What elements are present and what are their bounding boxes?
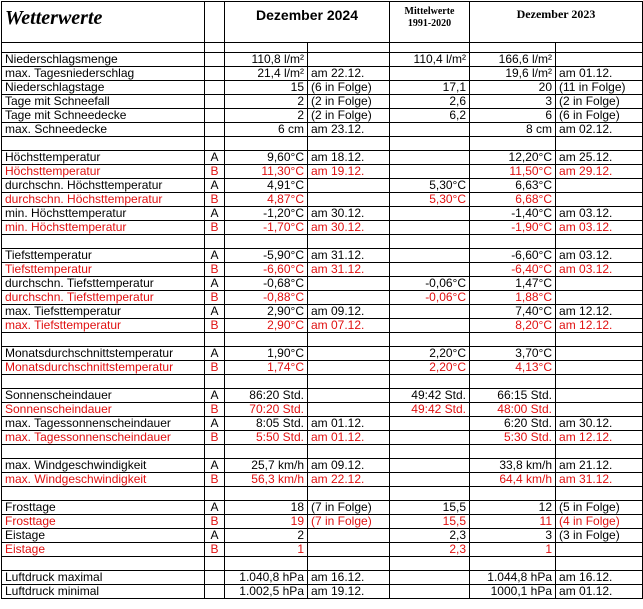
value-2024: 15 — [225, 81, 308, 95]
note-2023: am 02.12. — [556, 123, 643, 137]
mean-value: -0,06°C — [390, 291, 470, 305]
row-label: Höchsttemperatur — [2, 151, 205, 165]
station-marker — [205, 571, 225, 585]
note-2023: am 01.12. — [556, 67, 643, 81]
value-2024: 2,90°C — [225, 319, 308, 333]
mean-value: 110,4 l/m² — [390, 53, 470, 67]
table-row — [2, 305, 643, 319]
note-2024 — [308, 347, 390, 361]
note-2023 — [556, 361, 643, 375]
value-2023: 20 — [470, 81, 556, 95]
value-2023: 4,13°C — [470, 361, 556, 375]
station-marker: B — [205, 403, 225, 417]
spacer-row — [2, 333, 643, 347]
table-row — [2, 249, 643, 263]
row-label: min. Höchsttemperatur — [2, 207, 205, 221]
note-2023: (6 in Folge) — [556, 109, 643, 123]
note-2024 — [308, 529, 390, 543]
header-mean: Mittelwerte 1991-2020 — [390, 2, 470, 43]
value-2023: 6:20 Std. — [470, 417, 556, 431]
note-2023: am 03.12. — [556, 207, 643, 221]
value-2023: 3,70°C — [470, 347, 556, 361]
row-label: Monatsdurchschnittstemperatur — [2, 347, 205, 361]
value-2024: 18 — [225, 501, 308, 515]
note-2024 — [308, 389, 390, 403]
station-marker: A — [205, 305, 225, 319]
station-marker — [205, 81, 225, 95]
mean-value: 2,3 — [390, 543, 470, 557]
note-2024: am 09.12. — [308, 305, 390, 319]
table-row — [2, 403, 643, 417]
row-label: Eistage — [2, 543, 205, 557]
station-marker: A — [205, 179, 225, 193]
value-2023: 6,63°C — [470, 179, 556, 193]
station-marker: B — [205, 193, 225, 207]
note-2023 — [556, 403, 643, 417]
value-2023: 1,47°C — [470, 277, 556, 291]
note-2023 — [556, 543, 643, 557]
note-2024 — [308, 53, 390, 67]
note-2024: (7 in Folge) — [308, 515, 390, 529]
note-2024: am 31.12. — [308, 263, 390, 277]
note-2023: am 12.12. — [556, 431, 643, 445]
spacer-row — [2, 137, 643, 151]
mean-value — [390, 207, 470, 221]
mean-value — [390, 67, 470, 81]
row-label: Luftdruck maximal — [2, 571, 205, 585]
table-row — [2, 319, 643, 333]
note-2023: am 25.12. — [556, 151, 643, 165]
value-2024: 1,74°C — [225, 361, 308, 375]
spacer-row — [2, 43, 643, 53]
value-2024: 8:05 Std. — [225, 417, 308, 431]
row-label: Niederschlagsmenge — [2, 53, 205, 67]
table-row — [2, 95, 643, 109]
note-2023: am 21.12. — [556, 459, 643, 473]
mean-value: 15,5 — [390, 515, 470, 529]
mean-value: 49:42 Std. — [390, 403, 470, 417]
value-2024: -1,20°C — [225, 207, 308, 221]
note-2024: (2 in Folge) — [308, 109, 390, 123]
value-2024: 25,7 km/h — [225, 459, 308, 473]
note-2023: am 03.12. — [556, 263, 643, 277]
station-marker — [205, 585, 225, 599]
note-2023: (3 in Folge) — [556, 529, 643, 543]
value-2023: 33,8 km/h — [470, 459, 556, 473]
table-row — [2, 361, 643, 375]
spacer-row — [2, 375, 643, 389]
value-2024: 19 — [225, 515, 308, 529]
note-2023: am 12.12. — [556, 319, 643, 333]
row-label: max. Tagessonnenscheindauer — [2, 431, 205, 445]
sunshine-section — [2, 389, 643, 445]
row-label: max. Tagesniederschlag — [2, 67, 205, 81]
value-2023: 12,20°C — [470, 151, 556, 165]
note-2023 — [556, 53, 643, 67]
value-2024: -5,90°C — [225, 249, 308, 263]
row-label: Eistage — [2, 529, 205, 543]
table-row — [2, 389, 643, 403]
row-label: Niederschlagstage — [2, 81, 205, 95]
value-2023: 6 — [470, 109, 556, 123]
value-2023: 11,50°C — [470, 165, 556, 179]
note-2023: am 03.12. — [556, 221, 643, 235]
note-2023: am 31.12. — [556, 473, 643, 487]
value-2023: 3 — [470, 529, 556, 543]
value-2024: 2 — [225, 109, 308, 123]
station-marker: B — [205, 263, 225, 277]
note-2024 — [308, 277, 390, 291]
note-2024 — [308, 543, 390, 557]
spacer-row — [2, 445, 643, 459]
note-2024: am 18.12. — [308, 151, 390, 165]
mean-value: 49:42 Std. — [390, 389, 470, 403]
row-label: Tage mit Schneefall — [2, 95, 205, 109]
table-row — [2, 459, 643, 473]
row-label: max. Schneedecke — [2, 123, 205, 137]
value-2024: 4,87°C — [225, 193, 308, 207]
row-label: Höchsttemperatur — [2, 165, 205, 179]
station-marker: A — [205, 501, 225, 515]
spacer-row — [2, 235, 643, 249]
wind-section — [2, 459, 643, 487]
note-2023 — [556, 193, 643, 207]
row-label: max. Windgeschwindigkeit — [2, 473, 205, 487]
mean-value — [390, 417, 470, 431]
value-2024: 70:20 Std. — [225, 403, 308, 417]
mean-value: 2,20°C — [390, 347, 470, 361]
station-marker: A — [205, 151, 225, 165]
table-row — [2, 207, 643, 221]
note-2024 — [308, 403, 390, 417]
station-marker: A — [205, 417, 225, 431]
row-label: max. Tiefsttemperatur — [2, 305, 205, 319]
note-2023 — [556, 179, 643, 193]
note-2023: (2 in Folge) — [556, 95, 643, 109]
table-row — [2, 543, 643, 557]
note-2023: (4 in Folge) — [556, 515, 643, 529]
mean-value — [390, 459, 470, 473]
weather-values-table — [1, 1, 643, 599]
value-2024: -6,60°C — [225, 263, 308, 277]
mean-value — [390, 431, 470, 445]
table-row — [2, 515, 643, 529]
value-2023: 3 — [470, 95, 556, 109]
note-2023: (5 in Folge) — [556, 501, 643, 515]
row-label: max. Windgeschwindigkeit — [2, 459, 205, 473]
note-2024: (2 in Folge) — [308, 95, 390, 109]
value-2023: 8,20°C — [470, 319, 556, 333]
table-row — [2, 123, 643, 137]
mean-value — [390, 319, 470, 333]
station-marker: A — [205, 389, 225, 403]
value-2024: 1.040,8 hPa — [225, 571, 308, 585]
value-2024: 11,30°C — [225, 165, 308, 179]
precipitation-section — [2, 53, 643, 137]
note-2024: (6 in Folge) — [308, 81, 390, 95]
station-marker: B — [205, 543, 225, 557]
row-label: Frosttage — [2, 501, 205, 515]
value-2024: -0,88°C — [225, 291, 308, 305]
page-title: Wetterwerte — [2, 2, 205, 43]
value-2023: 12 — [470, 501, 556, 515]
note-2024 — [308, 291, 390, 305]
note-2024: am 30.12. — [308, 221, 390, 235]
row-label: max. Tiefsttemperatur — [2, 319, 205, 333]
value-2024: 1.002,5 hPa — [225, 585, 308, 599]
mean-value: 2,6 — [390, 95, 470, 109]
value-2024: 2 — [225, 95, 308, 109]
table-row — [2, 67, 643, 81]
row-label: durchschn. Höchsttemperatur — [2, 179, 205, 193]
mean-value: 15,5 — [390, 501, 470, 515]
mean-value — [390, 585, 470, 599]
note-2023: am 12.12. — [556, 305, 643, 319]
mean-value — [390, 263, 470, 277]
note-2023 — [556, 277, 643, 291]
table-row — [2, 347, 643, 361]
station-marker: B — [205, 291, 225, 305]
table-row — [2, 81, 643, 95]
station-marker: A — [205, 249, 225, 263]
note-2023: am 16.12. — [556, 571, 643, 585]
station-marker — [205, 53, 225, 67]
table-row — [2, 473, 643, 487]
station-marker: A — [205, 459, 225, 473]
note-2023: am 30.12. — [556, 417, 643, 431]
note-2023: am 03.12. — [556, 249, 643, 263]
table-row — [2, 221, 643, 235]
value-2023: 1000,1 hPa — [470, 585, 556, 599]
value-2024: 1 — [225, 543, 308, 557]
mean-value — [390, 249, 470, 263]
value-2024: 21,4 l/m² — [225, 67, 308, 81]
value-2023: 1 — [470, 543, 556, 557]
row-label: Frosttage — [2, 515, 205, 529]
note-2024 — [308, 179, 390, 193]
header-current-month: Dezember 2024 — [225, 2, 390, 43]
note-2023: (11 in Folge) — [556, 81, 643, 95]
station-marker: B — [205, 165, 225, 179]
note-2024: am 31.12. — [308, 249, 390, 263]
value-2024: -0,68°C — [225, 277, 308, 291]
value-2023: 66:15 Std. — [470, 389, 556, 403]
station-marker — [205, 95, 225, 109]
note-2023 — [556, 347, 643, 361]
value-2023: 1.044,8 hPa — [470, 571, 556, 585]
note-2023 — [556, 291, 643, 305]
table-row — [2, 501, 643, 515]
mean-value — [390, 221, 470, 235]
value-2024: 86:20 Std. — [225, 389, 308, 403]
note-2024: am 19.12. — [308, 585, 390, 599]
row-label: Tiefsttemperatur — [2, 263, 205, 277]
note-2023: am 01.12. — [556, 585, 643, 599]
row-label: max. Tagessonnenscheindauer — [2, 417, 205, 431]
note-2024: am 07.12. — [308, 319, 390, 333]
table-row — [2, 179, 643, 193]
table-row — [2, 165, 643, 179]
value-2023: 6,68°C — [470, 193, 556, 207]
station-marker: B — [205, 473, 225, 487]
spacer-row — [2, 557, 643, 571]
station-marker: B — [205, 431, 225, 445]
min-temperature-section — [2, 249, 643, 333]
row-label: Tiefsttemperatur — [2, 249, 205, 263]
value-2024: -1,70°C — [225, 221, 308, 235]
mean-temperature-section — [2, 347, 643, 375]
station-marker: A — [205, 207, 225, 221]
frost-section — [2, 501, 643, 557]
value-2024: 56,3 km/h — [225, 473, 308, 487]
table-row — [2, 53, 643, 67]
mean-value — [390, 151, 470, 165]
header-row — [2, 2, 643, 43]
spacer-row — [2, 487, 643, 501]
value-2023: 11 — [470, 515, 556, 529]
station-marker: A — [205, 277, 225, 291]
table-row — [2, 277, 643, 291]
value-2024: 2,90°C — [225, 305, 308, 319]
value-2024: 4,91°C — [225, 179, 308, 193]
value-2024: 9,60°C — [225, 151, 308, 165]
table-row — [2, 417, 643, 431]
table-row — [2, 151, 643, 165]
value-2023: 5:30 Std. — [470, 431, 556, 445]
mean-value: 2,3 — [390, 529, 470, 543]
value-2023: -1,90°C — [470, 221, 556, 235]
mean-value: 5,30°C — [390, 179, 470, 193]
note-2023: am 29.12. — [556, 165, 643, 179]
mean-value — [390, 165, 470, 179]
value-2023: 8 cm — [470, 123, 556, 137]
note-2024: am 19.12. — [308, 165, 390, 179]
mean-value: 6,2 — [390, 109, 470, 123]
station-marker: A — [205, 529, 225, 543]
table-row — [2, 571, 643, 585]
value-2023: 7,40°C — [470, 305, 556, 319]
row-label: Monatsdurchschnittstemperatur — [2, 361, 205, 375]
mean-value: 5,30°C — [390, 193, 470, 207]
max-temperature-section — [2, 151, 643, 235]
note-2024: am 23.12. — [308, 123, 390, 137]
value-2023: 19,6 l/m² — [470, 67, 556, 81]
mean-value — [390, 123, 470, 137]
value-2024: 6 cm — [225, 123, 308, 137]
mean-value — [390, 473, 470, 487]
value-2024: 5:50 Std. — [225, 431, 308, 445]
mean-value — [390, 305, 470, 319]
note-2024 — [308, 193, 390, 207]
value-2023: -6,60°C — [470, 249, 556, 263]
value-2023: 48:00 Std. — [470, 403, 556, 417]
mean-value: 17,1 — [390, 81, 470, 95]
value-2023: -6,40°C — [470, 263, 556, 277]
station-marker — [205, 123, 225, 137]
station-marker: B — [205, 221, 225, 235]
note-2024: am 01.12. — [308, 431, 390, 445]
row-label: durchschn. Höchsttemperatur — [2, 193, 205, 207]
station-marker: B — [205, 319, 225, 333]
note-2024: am 22.12. — [308, 67, 390, 81]
row-label: Sonnenscheindauer — [2, 389, 205, 403]
table-row — [2, 193, 643, 207]
station-marker: B — [205, 361, 225, 375]
note-2024: am 09.12. — [308, 459, 390, 473]
note-2024: (7 in Folge) — [308, 501, 390, 515]
note-2024: am 30.12. — [308, 207, 390, 221]
mean-value: 2,20°C — [390, 361, 470, 375]
station-marker: A — [205, 347, 225, 361]
row-label: Luftdruck minimal — [2, 585, 205, 599]
note-2024: am 16.12. — [308, 571, 390, 585]
value-2024: 2 — [225, 529, 308, 543]
note-2023 — [556, 389, 643, 403]
value-2024: 1,90°C — [225, 347, 308, 361]
station-marker: B — [205, 515, 225, 529]
table-row — [2, 291, 643, 305]
row-label: Sonnenscheindauer — [2, 403, 205, 417]
value-2023: 166,6 l/m² — [470, 53, 556, 67]
station-marker — [205, 67, 225, 81]
table-row — [2, 529, 643, 543]
row-label: min. Höchsttemperatur — [2, 221, 205, 235]
note-2024: am 22.12. — [308, 473, 390, 487]
pressure-section — [2, 571, 643, 599]
value-2023: 64,4 km/h — [470, 473, 556, 487]
row-label: Tage mit Schneedecke — [2, 109, 205, 123]
header-previous-month: Dezember 2023 — [470, 2, 643, 43]
table-row — [2, 585, 643, 599]
table-row — [2, 109, 643, 123]
row-label: durchschn. Tiefsttemperatur — [2, 291, 205, 305]
note-2024: am 01.12. — [308, 417, 390, 431]
table-row — [2, 431, 643, 445]
row-label: durchschn. Tiefsttemperatur — [2, 277, 205, 291]
note-2024 — [308, 361, 390, 375]
value-2023: -1,40°C — [470, 207, 556, 221]
value-2024: 110,8 l/m² — [225, 53, 308, 67]
value-2023: 1,88°C — [470, 291, 556, 305]
station-marker — [205, 109, 225, 123]
table-row — [2, 263, 643, 277]
mean-value — [390, 571, 470, 585]
mean-value: -0,06°C — [390, 277, 470, 291]
